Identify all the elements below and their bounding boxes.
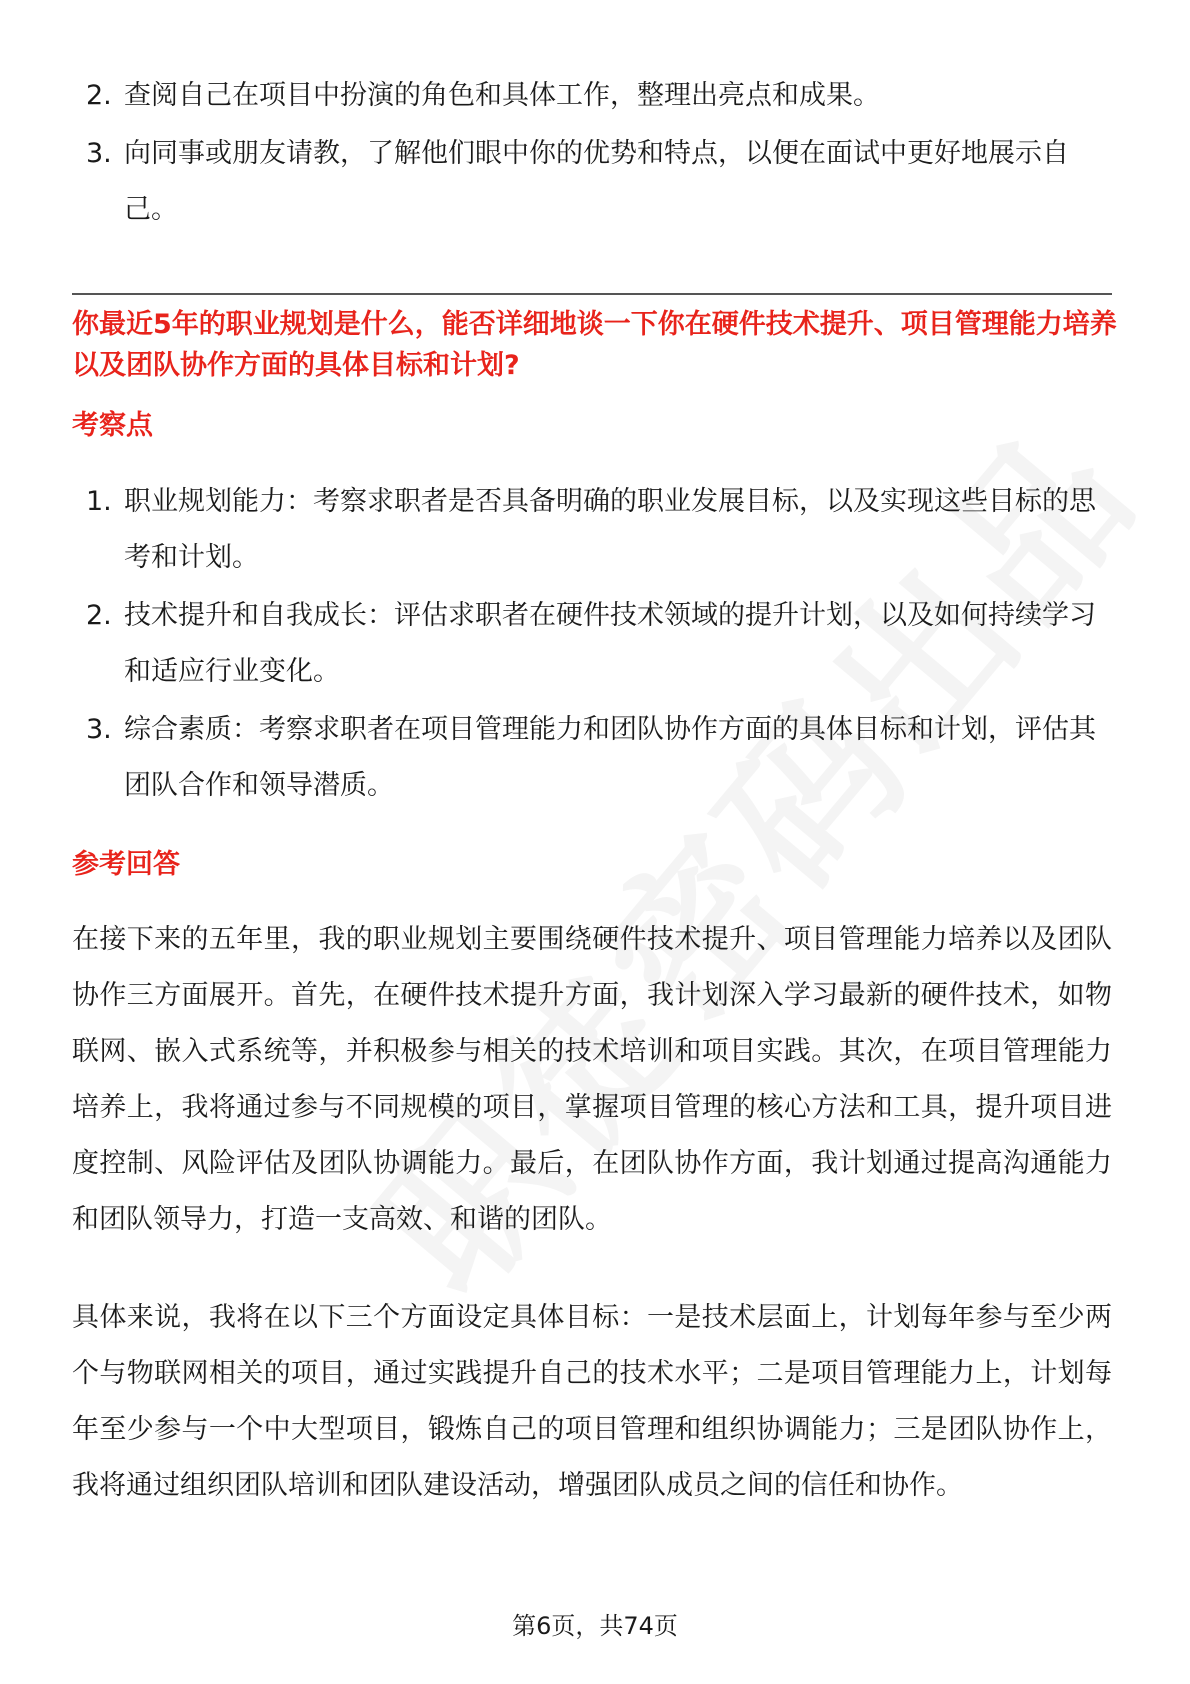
list-text: 职业规划能力：考察求职者是否具备明确的职业发展目标，以及实现这些目标的思考和计划。: [124, 486, 1096, 573]
list-number: 2.: [86, 600, 112, 631]
page-footer: 第6页，共74页: [512, 1612, 678, 1640]
list-text: 向同事或朋友请教，了解他们眼中你的优势和特点，以便在面试中更好地展示自己。: [124, 138, 1069, 225]
list-item: [72, 126, 1112, 238]
points-list: [72, 474, 1112, 814]
list-text: 技术提升和自我成长：评估求职者在硬件技术领域的提升计划，以及如何持续学习和适应行业变化。: [124, 600, 1096, 687]
interview-question: 你最近5年的职业规划是什么，能否详细地谈一下你在硬件技术提升、项目管理能力培养以及团队协作方面的具体目标和计划?: [72, 309, 1117, 381]
list-number: 3.: [86, 714, 112, 745]
list-item: [72, 702, 1112, 814]
list-number: 1.: [86, 486, 112, 517]
section-divider: [72, 293, 1112, 295]
answer-heading: 参考回答: [72, 849, 180, 880]
list-item: [72, 68, 1112, 124]
answer-paragraph: 具体来说，我将在以下三个方面设定具体目标：一是技术层面上，计划每年参与至少两个与物联网相关的项目，通过实践提升自己的技术水平；二是项目管理能力上，计划每年至少参与一个中大型项目，锻炼自己的项目管理和组织协调能力；三是团队协作上，我将通过组织团队培训和团队建设活动，增强团队成员之间的信任和协作。: [72, 1302, 1112, 1501]
list-number: 2.: [86, 80, 112, 111]
list-item: [72, 474, 1112, 586]
list-text: 综合素质：考察求职者在项目管理能力和团队协作方面的具体目标和计划，评估其团队合作和领导潜质。: [124, 714, 1096, 801]
prep-steps-list: [72, 68, 1112, 238]
list-item: [72, 588, 1112, 700]
list-text: 查阅自己在项目中扮演的角色和具体工作，整理出亮点和成果。: [124, 80, 880, 111]
points-heading: 考察点: [72, 410, 153, 441]
answer-paragraph: 在接下来的五年里，我的职业规划主要围绕硬件技术提升、项目管理能力培养以及团队协作三方面展开。首先，在硬件技术提升方面，我计划深入学习最新的硬件技术，如物联网、嵌入式系统等，并积极参与相关的技术培训和项目实践。其次，在项目管理能力培养上，我将通过参与不同规模的项目，掌握项目管理的核心方法和工具，提升项目进度控制、风险评估及团队协调能力。最后，在团队协作方面，我计划通过提高沟通能力和团队领导力，打造一支高效、和谐的团队。: [72, 924, 1112, 1235]
list-number: 3.: [86, 138, 112, 169]
